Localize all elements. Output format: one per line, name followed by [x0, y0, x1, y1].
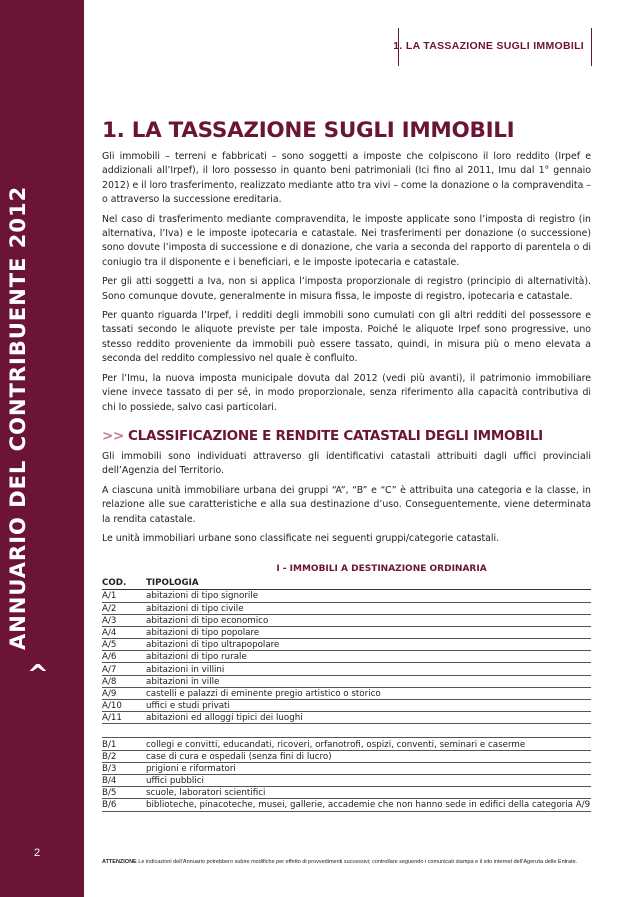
category-code: A/2 [102, 602, 146, 614]
section-heading [102, 428, 591, 444]
table-row [102, 626, 591, 638]
table-row [102, 712, 591, 724]
cadastral-categories-table [102, 576, 591, 811]
table-row [102, 687, 591, 699]
category-code: A/11 [102, 712, 146, 724]
main-content [102, 118, 591, 812]
page-title: 1. LA TASSAZIONE SUGLI IMMOBILI [102, 118, 515, 143]
category-code: B/5 [102, 787, 146, 799]
category-code: A/10 [102, 700, 146, 712]
category-code: B/6 [102, 799, 146, 811]
running-header: 1. LA TASSAZIONE SUGLI IMMOBILI [393, 40, 584, 52]
empty-cell [146, 724, 591, 738]
table-title: I - IMMOBILI A DESTINAZIONE ORDINARIA [276, 564, 487, 575]
paragraph: Nel caso di trasferimento mediante compravendita, le imposte applicate sono l’imposta di registro (in alternativa, l’Iva) e le imposte ipotecaria e catastale. Nei trasferimenti per donazione (o successione) sono dovute l’imposta di successione e di donazione, che varia a seconda del rapporto di parentela o di coniugio tra il disponente e i beneficiari, e le imposte ipotecaria e catastale. [102, 213, 591, 268]
category-code: B/2 [102, 750, 146, 762]
table-row [102, 602, 591, 614]
column-header-code: COD. [102, 576, 146, 590]
caret-icon: ^ [27, 660, 49, 690]
category-description: abitazioni in ville [146, 675, 591, 687]
paragraph: Gli immobili sono individuati attraverso gli identificativi catastali attribuiti dagli uffici provinciali dell’Agenzia del Territorio. [102, 450, 591, 477]
category-code: B/3 [102, 762, 146, 774]
footer-note [102, 859, 591, 865]
paragraph: Per l’Imu, la nuova imposta municipale dovuta dal 2012 (vedi più avanti), il patrimonio immobiliare viene invece tassato di per sé, in modo proporzionale, senza riferimento alla capacità contributiva di chi lo possiede, salvo casi particolari. [102, 372, 591, 413]
category-code: A/4 [102, 626, 146, 638]
table-row [102, 639, 591, 651]
category-description: case di cura e ospedali (senza fini di lucro) [146, 750, 591, 762]
footer-text: Le indicazioni dell’Annuario potrebbero subire modifiche per effetto di provvedimenti successivi; controllare seguendo i comunicati stampa e il sito internet dell’Agenzia delle Entrate. [136, 859, 578, 865]
double-arrow-icon: >> [102, 427, 125, 444]
table-row [102, 675, 591, 687]
category-code: A/5 [102, 639, 146, 651]
table-row [102, 762, 591, 774]
category-description: uffici e studi privati [146, 700, 591, 712]
paragraph: Per quanto riguarda l’Irpef, i redditi degli immobili sono cumulati con gli altri redditi del possessore e tassati secondo le aliquote previste per tale imposta. Poiché le aliquote Irpef sono progressive, uno stesso reddito proveniente da immobili può essere tassato, quindi, in misura più o meno elevata a seconda del reddito complessivo nel quale è confluito. [102, 310, 591, 365]
table-row [102, 750, 591, 762]
page-number: 2 [34, 847, 41, 859]
category-description: abitazioni di tipo economico [146, 614, 591, 626]
category-description: abitazioni di tipo rurale [146, 651, 591, 663]
footer-label: ATTENZIONE [102, 859, 137, 865]
section-title: CLASSIFICAZIONE E RENDITE CATASTALI DEGLI IMMOBILI [128, 427, 543, 444]
category-description: biblioteche, pinacoteche, musei, gallerie, accademie che non hanno sede in edifici della categoria A/9 [146, 800, 591, 811]
table-group-separator [102, 724, 591, 738]
table-row [102, 774, 591, 786]
category-description: abitazioni di tipo ultrapopolare [146, 639, 591, 651]
table-row [102, 663, 591, 675]
table-row [102, 799, 591, 811]
category-code: A/7 [102, 663, 146, 675]
table-row [102, 651, 591, 663]
category-description: abitazioni di tipo popolare [146, 626, 591, 638]
paragraph: Per gli atti soggetti a Iva, non si applica l’imposta proporzionale di registro (principio di alternatività). Sono comunque dovute, generalmente in misura fissa, le imposte di registro, ipotecaria e catastale. [102, 276, 591, 302]
table-row [102, 700, 591, 712]
category-description: castelli e palazzi di eminente pregio artistico o storico [146, 687, 591, 699]
paragraph: Gli immobili – terreni e fabbricati – sono soggetti a imposte che colpiscono il loro reddito (Irpef e addizionali all’Irpef), il loro possesso in quanto beni patrimoniali (Ici fino al 2011, Imu dal 1° gennaio 2012) e il loro trasferimento, realizzato mediante atto tra vivi – come la donazione o la compravendita – o attraverso la successione ereditaria. [102, 151, 591, 206]
category-description: collegi e convitti, educandati, ricoveri, orfanotrofi, ospizi, conventi, seminari e caserme [146, 738, 591, 750]
column-header-type: TIPOLOGIA [146, 576, 591, 590]
paragraph: Le unità immobiliari urbane sono classificate nei seguenti gruppi/categorie catastali. [102, 532, 500, 544]
table-row [102, 787, 591, 799]
category-code: B/4 [102, 774, 146, 786]
category-code: A/6 [102, 651, 146, 663]
table-row [102, 590, 591, 602]
category-code: B/1 [102, 738, 146, 750]
paragraph: A ciascuna unità immobiliare urbana dei gruppi “A”, “B” e “C” è attribuita una categoria e la classe, in relazione alle sue caratteristiche e alla sua destinazione d’uso. Conseguentemente, viene determinata la rendita catastale. [102, 484, 591, 525]
category-code: A/3 [102, 614, 146, 626]
category-description: scuole, laboratori scientifici [146, 787, 591, 799]
header-divider-right [591, 28, 592, 66]
category-description: uffici pubblici [146, 774, 591, 786]
category-description: abitazioni di tipo signorile [146, 590, 591, 602]
category-description: abitazioni in villini [146, 663, 591, 675]
annuario-vertical-title: ANNUARIO DEL CONTRIBUENTE 2012 [6, 185, 30, 650]
category-description: abitazioni ed alloggi tipici dei luoghi [146, 712, 591, 724]
category-description: prigioni e riformatori [146, 762, 591, 774]
category-code: A/9 [102, 687, 146, 699]
category-code: A/1 [102, 590, 146, 602]
table-row [102, 614, 591, 626]
category-description: abitazioni di tipo civile [146, 602, 591, 614]
table-row [102, 738, 591, 750]
table-header-row [102, 576, 591, 590]
category-code: A/8 [102, 675, 146, 687]
empty-cell [102, 724, 146, 738]
table-body [102, 590, 591, 811]
